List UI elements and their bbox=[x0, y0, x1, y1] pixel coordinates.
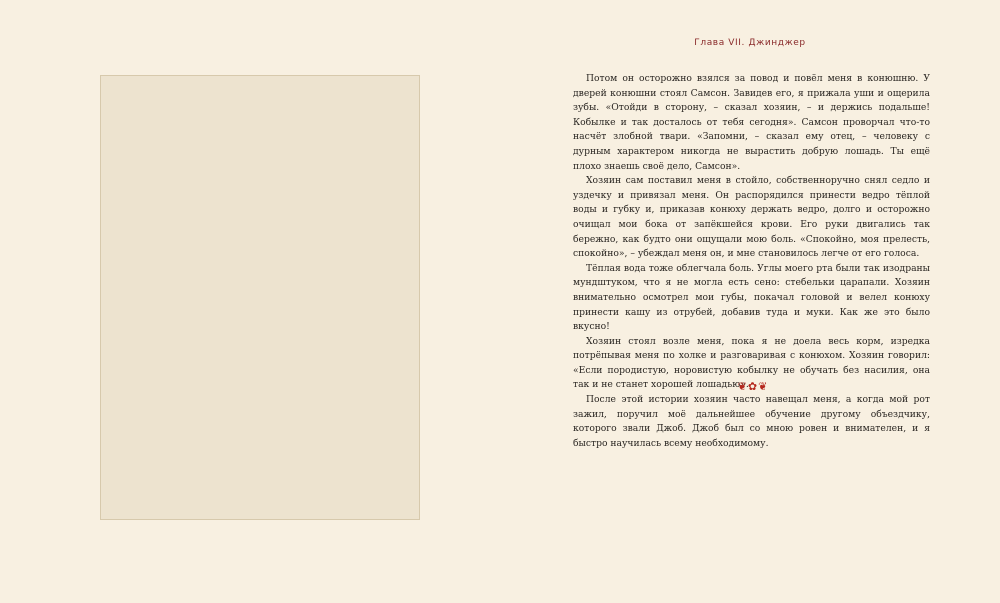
running-head: Глава VII. Джинджер bbox=[694, 38, 806, 48]
paragraph: Хозяин стоял возле меня, пока я не доела весь корм, изредка потрёпывая меня по холке и разговаривая с конюхом. Хозяин говорил: «Если породистую, норовистую кобылку не обучать без насилия, она так и не станет хорошей лошадью». bbox=[573, 335, 930, 391]
illustration bbox=[100, 75, 420, 520]
floral-ornament-icon: ❦✿❦ bbox=[737, 380, 769, 393]
paragraph: Потом он осторожно взялся за повод и повёл меня в конюшню. У дверей конюшни стоял Самсон. Завидев его, я прижала уши и ощерила зубы. «Отойди в сторону, – сказал хозяин, – и держись подальше! Кобылке и так досталось от тебя сегодня». Самсон проворчал что-то насчёт злобной твари. «Запомни, – сказал ему отец, – человеку с дурным характером никогда не вырастить добрую лошадь. Ты ещё плохо знаешь своё дело, Самсон». bbox=[573, 73, 930, 172]
paragraph: Тёплая вода тоже облегчала боль. Углы моего рта были так изодраны мундштуком, что я не могла есть сено: стебельки царапали. Хозяин внимательно осмотрел мои губы, покачал головой и велел конюху принести кашу из отрубей, добавив туда и муки. Как же это было вкусно! bbox=[573, 262, 930, 333]
paragraph: Хозяин сам поставил меня в стойло, собственноручно снял седло и уздечку и привязал меня. Он распорядился принести ведро тёплой воды и губку и, приказав конюху держать ведро, долго и осторожно очищал мои бока от запёкшейся крови. Его руки двигались так бережно, как будто они ощущали мою боль. «Спокойно, моя прелесть, спокойно», – убеждал меня он, и мне становилось легче от его голоса. bbox=[573, 175, 930, 260]
paragraph: После этой истории хозяин часто навещал меня, а когда мой рот зажил, поручил моё дальнейшее обучение другому объездчику, которого звали Джоб. Джоб был со мною ровен и внимателен, и я быстро научилась всему необходимому. bbox=[573, 394, 930, 449]
body-text bbox=[573, 72, 930, 451]
